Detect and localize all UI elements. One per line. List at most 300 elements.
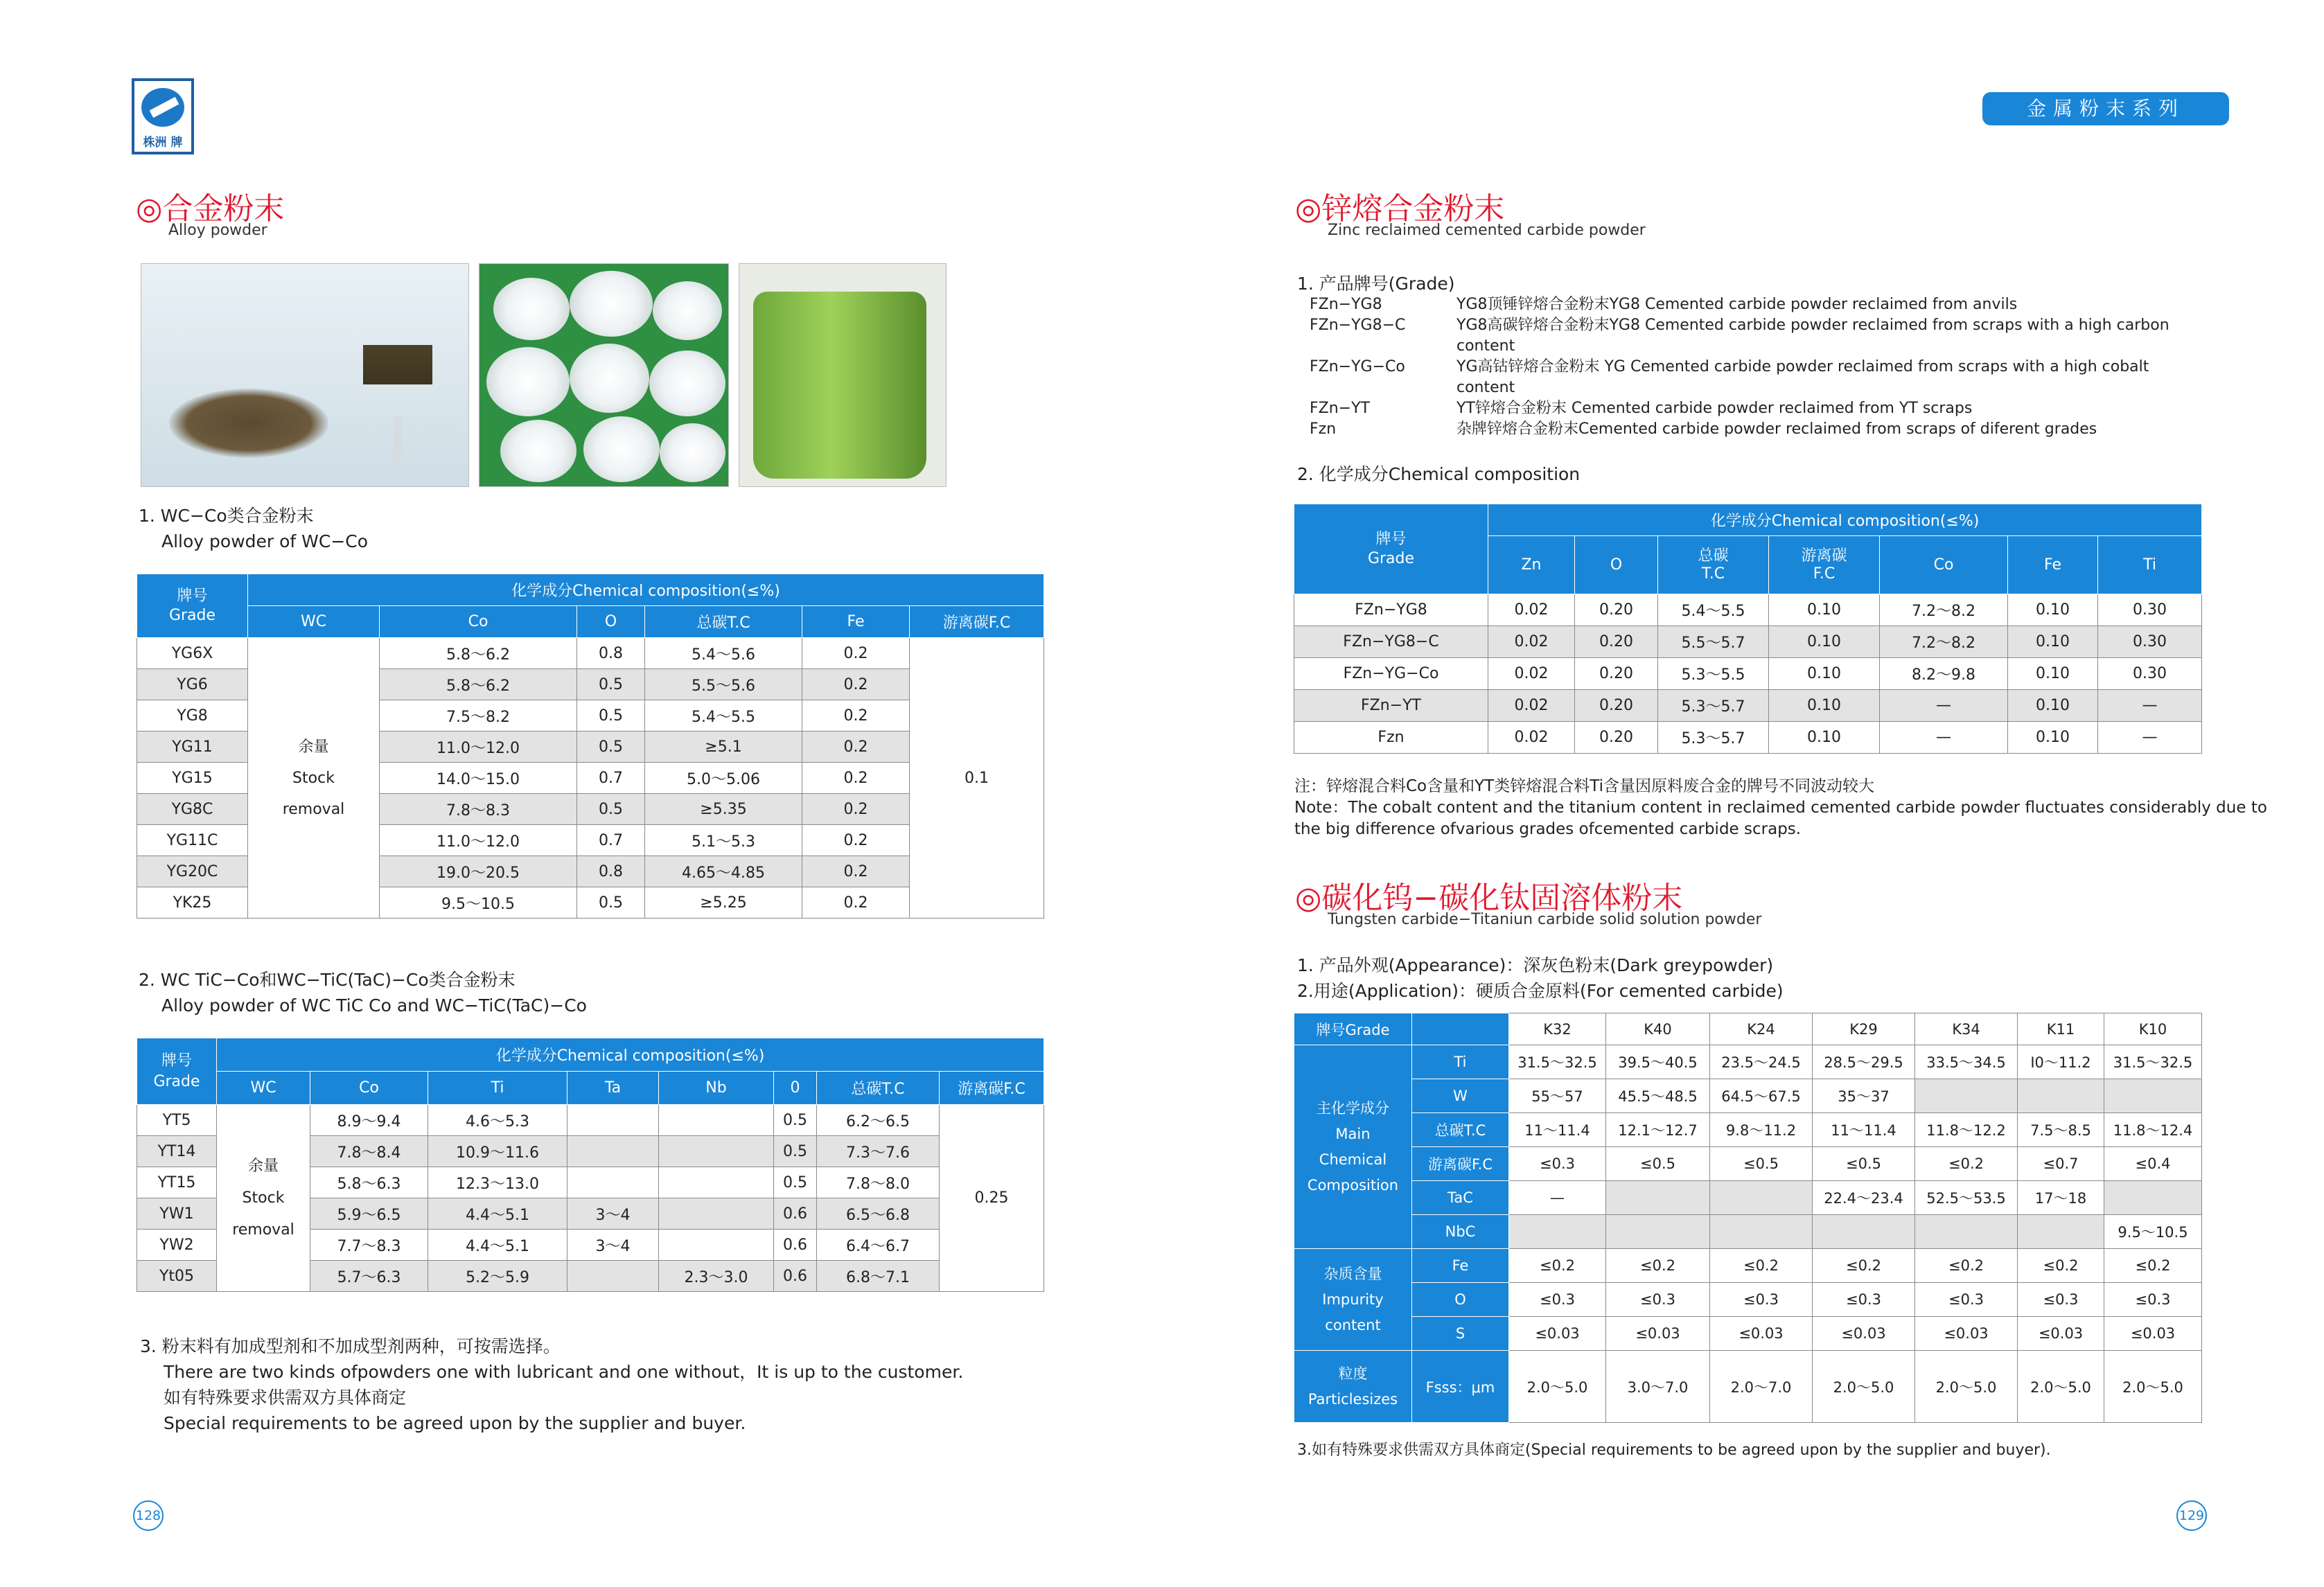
alloy-powder-title: ◎合金粉末 (136, 191, 285, 227)
value-cell: ≤0.2 (2104, 1249, 2202, 1283)
value-cell (2104, 1079, 2202, 1113)
grade-cell: YG6X (137, 638, 248, 669)
grade-code (1310, 378, 1456, 398)
grade-desc: 杂牌锌熔合金粉末Cemented carbide powder reclaimed from scraps of diferent grades (1456, 420, 2097, 438)
t2-grade-header: 牌号 Grade (137, 1038, 217, 1105)
value-cell: 0.10 (2008, 658, 2098, 690)
section2-title: 2. WC TiC−Co和WC−TiC(TaC)−Co类合金粉末 (139, 970, 516, 990)
value-cell: ≤0.5 (1813, 1147, 1915, 1181)
group-line: Chemical (1319, 1151, 1387, 1168)
value-cell: 5.9～6.5 (310, 1198, 428, 1230)
t4-main-group (1294, 1045, 1412, 1249)
value-cell: 0.30 (2098, 626, 2202, 658)
photo-powder-dish (141, 263, 469, 487)
wc-line: removal (232, 1221, 294, 1239)
value-cell: 0.5 (774, 1136, 817, 1167)
photo-green-bucket (739, 263, 947, 487)
value-cell: 5.3～5.7 (1658, 690, 1769, 722)
value-cell: 0.5 (577, 794, 645, 825)
value-cell: 0.10 (1769, 690, 1880, 722)
value-cell: 0.02 (1488, 690, 1575, 722)
t2-col-header: Ta (567, 1072, 659, 1105)
value-cell: 5.8～6.2 (380, 669, 577, 700)
section1-title: 1. WC−Co类合金粉末 (139, 506, 314, 526)
grade-cell: Fzn (1294, 722, 1488, 754)
table-row (1294, 594, 2202, 626)
value-cell: 33.5～34.5 (1915, 1045, 2018, 1079)
value-cell: 5.7～6.3 (310, 1261, 428, 1292)
value-cell: ≤0.4 (2104, 1147, 2202, 1181)
value-cell: 0.20 (1575, 594, 1658, 626)
group-line: Particlesizes (1308, 1390, 1398, 1408)
t4-item-label: Ti (1412, 1045, 1509, 1079)
table-row (1294, 658, 2202, 690)
grade-cell: FZn−YT (1294, 690, 1488, 722)
value-cell: ≤0.2 (1509, 1249, 1606, 1283)
t1-col-header: 总碳T.C (645, 606, 802, 638)
value-cell: ≤0.2 (1710, 1249, 1813, 1283)
value-cell: 5.4～5.6 (645, 638, 802, 669)
value-cell: 2.0～5.0 (2018, 1351, 2104, 1423)
value-cell (567, 1105, 659, 1136)
t1-col-header: 游离碳F.C (910, 606, 1044, 638)
t4-grade-col: K11 (2018, 1013, 2104, 1045)
table-row (1294, 1079, 2202, 1113)
value-cell: 5.5～5.7 (1658, 626, 1769, 658)
grade-code: FZn−YT (1310, 400, 1370, 417)
value-cell: 0.5 (774, 1167, 817, 1198)
value-cell: 9.5～10.5 (380, 887, 577, 919)
value-cell: 0.10 (2008, 594, 2098, 626)
value-cell: 31.5～32.5 (1509, 1045, 1606, 1079)
group-line: 粒度 (1338, 1365, 1368, 1382)
grade-cell: YG6 (137, 669, 248, 700)
t1-col-header: WC (248, 606, 380, 638)
grade-cell: FZn−YG8−C (1294, 626, 1488, 658)
free-carbon-cell: 0.1 (910, 638, 1044, 919)
value-cell: 5.2～5.9 (428, 1261, 567, 1292)
grade-cell: YT14 (137, 1136, 217, 1167)
grade-cell: FZn−YG−Co (1294, 658, 1488, 690)
value-cell (2018, 1215, 2104, 1249)
grade-cell: FZn−YG8 (1294, 594, 1488, 626)
t4-grade-col: K24 (1710, 1013, 1813, 1045)
value-cell: 0.02 (1488, 722, 1575, 754)
value-cell: 11.8～12.4 (2104, 1113, 2202, 1147)
value-cell: 17～18 (2018, 1181, 2104, 1215)
value-cell: ≤0.2 (1606, 1249, 1710, 1283)
grade-row (1310, 419, 2203, 440)
value-cell: ≤0.3 (1606, 1283, 1710, 1317)
t4-item-label: 总碳T.C (1412, 1113, 1509, 1147)
value-cell: ≤0.03 (1813, 1317, 1915, 1351)
value-cell: 2.0～5.0 (2104, 1351, 2202, 1423)
value-cell: ≤0.3 (1813, 1283, 1915, 1317)
value-cell: 39.5～40.5 (1606, 1045, 1710, 1079)
t4-grade-col: K34 (1915, 1013, 2018, 1045)
table-row (1294, 1249, 2202, 1283)
value-cell: 0.7 (577, 763, 645, 794)
grade-row (1310, 357, 2203, 378)
section1-subtitle: Alloy powder of WC−Co (161, 531, 369, 551)
t4-particle-group (1294, 1351, 1412, 1423)
value-cell (2018, 1079, 2104, 1113)
logo-mark-icon (141, 88, 184, 127)
grade-code: FZn−YG−Co (1310, 358, 1405, 375)
t2-col-header: Nb (659, 1072, 774, 1105)
grade-row (1310, 378, 2203, 398)
value-cell: 7.2～8.2 (1880, 626, 2008, 658)
table-row (1294, 1351, 2202, 1423)
t4-blank-header (1412, 1013, 1509, 1045)
value-cell (567, 1167, 659, 1198)
value-cell: 0.2 (802, 794, 910, 825)
t2-col-header: 游离碳F.C (940, 1072, 1044, 1105)
value-cell: — (1880, 690, 2008, 722)
value-cell: ≤0.3 (1915, 1283, 2018, 1317)
value-cell: 5.8～6.2 (380, 638, 577, 669)
value-cell: 2.3～3.0 (659, 1261, 774, 1292)
note-line: Special requirements to be agreed upon by the supplier and buyer. (164, 1413, 746, 1433)
t1-col-header: Fe (802, 606, 910, 638)
value-cell: 0.2 (802, 825, 910, 856)
wc-co-table (137, 574, 1044, 919)
grade-desc: YG高钴锌熔合金粉末 YG Cemented carbide powder reclaimed from scraps with a high cobalt (1456, 358, 2149, 375)
table-row (1294, 1283, 2202, 1317)
value-cell: ≤0.3 (1710, 1283, 1813, 1317)
t4-item-label: S (1412, 1317, 1509, 1351)
value-cell: 23.5～24.5 (1710, 1045, 1813, 1079)
note-line: 3. 粉末料有加成型剂和不加成型剂两种，可按需选择。 (140, 1336, 561, 1356)
value-cell: 2.0～7.0 (1710, 1351, 1813, 1423)
section3-notes (140, 1333, 963, 1436)
application-line: 2.用途(Application)：硬质合金原料(For cemented carbide) (1297, 981, 1784, 1001)
t3-col-header: Ti (2098, 536, 2202, 594)
t3-col-header: Co (1880, 536, 2008, 594)
value-cell: 0.7 (577, 825, 645, 856)
grade-cell: YK25 (137, 887, 248, 919)
section2-subtitle: Alloy powder of WC TiC Co and WC−TiC(TaC)−Co (161, 995, 587, 1016)
t3-col-header: Zn (1488, 536, 1575, 594)
t1-col-header: O (577, 606, 645, 638)
value-cell: 5.3～5.7 (1658, 722, 1769, 754)
value-cell: 28.5～29.5 (1813, 1045, 1915, 1079)
value-cell: 0.10 (1769, 722, 1880, 754)
page-number-right: 129 (2176, 1500, 2207, 1531)
wc-line: 余量 (298, 738, 329, 756)
t2-col-header: 总碳T.C (817, 1072, 940, 1105)
value-cell: ≥5.35 (645, 794, 802, 825)
value-cell (1915, 1079, 2018, 1113)
t2-col-header: 0 (774, 1072, 817, 1105)
value-cell: ≤0.3 (2104, 1283, 2202, 1317)
value-cell (567, 1261, 659, 1292)
grade-desc: YG8高碳锌熔合金粉末YG8 Cemented carbide powder reclaimed from scraps with a high carbon (1456, 317, 2169, 334)
grade-code: FZn−YG8 (1310, 296, 1382, 313)
value-cell: 0.02 (1488, 594, 1575, 626)
value-cell: 0.2 (802, 856, 910, 887)
value-cell: 0.20 (1575, 722, 1658, 754)
value-cell: 0.02 (1488, 626, 1575, 658)
value-cell: 4.65～4.85 (645, 856, 802, 887)
value-cell (659, 1105, 774, 1136)
wc-line: Stock (242, 1189, 285, 1207)
value-cell: 6.8～7.1 (817, 1261, 940, 1292)
t3-col-header: Fe (2008, 536, 2098, 594)
value-cell: ≤0.03 (2018, 1317, 2104, 1351)
value-cell: 5.5～5.6 (645, 669, 802, 700)
value-cell: ≤0.3 (1509, 1283, 1606, 1317)
value-cell: 6.5～6.8 (817, 1198, 940, 1230)
t4-item-label: O (1412, 1283, 1509, 1317)
grade-desc: content (1456, 337, 1515, 355)
wc-stock-cell (248, 638, 380, 919)
value-cell: ≤0.2 (1915, 1249, 2018, 1283)
value-cell (1813, 1215, 1915, 1249)
value-cell: 2.0～5.0 (1509, 1351, 1606, 1423)
value-cell: 5.8～6.3 (310, 1167, 428, 1198)
grade-cell: YG8C (137, 794, 248, 825)
value-cell: 0.5 (577, 700, 645, 732)
t3-col-header: O (1575, 536, 1658, 594)
t1-col-header: Co (380, 606, 577, 638)
value-cell: 7.5～8.5 (2018, 1113, 2104, 1147)
value-cell: 0.5 (774, 1105, 817, 1136)
value-cell: ≤0.3 (1509, 1147, 1606, 1181)
table-row (1294, 1215, 2202, 1249)
photo-powder-bags (479, 263, 729, 487)
value-cell (659, 1230, 774, 1261)
note-line: 注：锌熔混合料Co含量和YT类锌熔混合料Ti含量因原料废合金的牌号不同波动较大 (1294, 777, 1874, 795)
value-cell: 11.0～12.0 (380, 825, 577, 856)
value-cell: 0.6 (774, 1230, 817, 1261)
value-cell: 35～37 (1813, 1079, 1915, 1113)
table-row (1294, 1045, 2202, 1079)
zinc-note (1294, 776, 2267, 840)
t1-grade-header: 牌号 Grade (137, 574, 248, 638)
value-cell: 0.6 (774, 1198, 817, 1230)
value-cell: 31.5～32.5 (2104, 1045, 2202, 1079)
grade-code (1310, 336, 1456, 357)
value-cell (567, 1136, 659, 1167)
value-cell: 0.5 (577, 669, 645, 700)
value-cell: ≤0.03 (1915, 1317, 2018, 1351)
grade-cell: YT5 (137, 1105, 217, 1136)
alloy-powder-subtitle: Alloy powder (168, 222, 267, 239)
value-cell: 4.4～5.1 (428, 1230, 567, 1261)
t4-item-label: NbC (1412, 1215, 1509, 1249)
table-row (1294, 1317, 2202, 1351)
grade-list-title: 1. 产品牌号(Grade) (1297, 274, 1455, 294)
value-cell: 0.10 (1769, 594, 1880, 626)
group-line: Impurity (1322, 1291, 1384, 1308)
grade-row (1310, 315, 2203, 336)
wc-line: 余量 (247, 1157, 279, 1175)
zinc-powder-subtitle: Zinc reclaimed cemented carbide powder (1328, 222, 1646, 239)
grade-cell: YG20C (137, 856, 248, 887)
t3-grade-header: 牌号 Grade (1294, 504, 1488, 594)
table-header-row (1294, 1013, 2202, 1045)
t4-impurity-group (1294, 1249, 1412, 1351)
grade-cell: YW2 (137, 1230, 217, 1261)
t3-chem-header: 化学成分Chemical composition(≤%) (1488, 504, 2202, 536)
grade-cell: YW1 (137, 1198, 217, 1230)
grade-desc: YG8顶锤锌熔合金粉末YG8 Cemented carbide powder reclaimed from anvils (1456, 296, 2018, 313)
value-cell: 0.2 (802, 638, 910, 669)
wc-stock-cell (217, 1105, 310, 1292)
value-cell: 0.30 (2098, 594, 2202, 626)
grade-cell: YG11 (137, 732, 248, 763)
value-cell: 19.0～20.5 (380, 856, 577, 887)
value-cell (659, 1136, 774, 1167)
value-cell: 7.7～8.3 (310, 1230, 428, 1261)
company-logo (132, 78, 194, 154)
value-cell: ≤0.5 (1710, 1147, 1813, 1181)
value-cell: 0.10 (2008, 690, 2098, 722)
value-cell: 0.10 (2008, 626, 2098, 658)
value-cell: 11.8～12.2 (1915, 1113, 2018, 1147)
value-cell: 3.0～7.0 (1606, 1351, 1710, 1423)
note-line: the big difference ofvarious grades ofcemented carbide scraps. (1294, 820, 1802, 838)
value-cell: 0.20 (1575, 626, 1658, 658)
zinc-chem-table (1294, 504, 2202, 754)
value-cell: 2.0～5.0 (1813, 1351, 1915, 1423)
grade-cell: YG15 (137, 763, 248, 794)
grade-code: FZn−YG8−C (1310, 317, 1406, 334)
value-cell: 5.0～5.06 (645, 763, 802, 794)
value-cell: ≤0.03 (2104, 1317, 2202, 1351)
value-cell: 5.1～5.3 (645, 825, 802, 856)
value-cell: 22.4～23.4 (1813, 1181, 1915, 1215)
logo-text: 株洲 牌 (143, 136, 183, 150)
value-cell: 6.2～6.5 (817, 1105, 940, 1136)
wc-tic-title: ◎碳化钨−碳化钛固溶体粉末 (1295, 880, 1683, 916)
footer-note: 3.如有特殊要求供需双方具体商定(Special requirements to be agreed upon by the supplier and buyer). (1297, 1442, 2051, 1459)
value-cell: 0.8 (577, 638, 645, 669)
chem-comp-title: 2. 化学成分Chemical composition (1297, 464, 1581, 484)
value-cell: 10.9～11.6 (428, 1136, 567, 1167)
t4-grade-header: 牌号Grade (1294, 1013, 1412, 1045)
table-row (137, 1105, 1044, 1136)
value-cell: — (2098, 722, 2202, 754)
table-row (1294, 1181, 2202, 1215)
value-cell: 0.2 (802, 700, 910, 732)
value-cell: 0.20 (1575, 658, 1658, 690)
t3-col-header: 总碳 T.C (1658, 536, 1769, 594)
value-cell: 7.2～8.2 (1880, 594, 2008, 626)
grade-cell: YG11C (137, 825, 248, 856)
value-cell: 5.4～5.5 (1658, 594, 1769, 626)
t4-item-label: 游离碳F.C (1412, 1147, 1509, 1181)
value-cell: ≤0.3 (2018, 1283, 2104, 1317)
value-cell: 0.30 (2098, 658, 2202, 690)
grade-row (1310, 398, 2203, 419)
group-line: 主化学成分 (1317, 1099, 1389, 1117)
value-cell: 55～57 (1509, 1079, 1606, 1113)
value-cell: 0.20 (1575, 690, 1658, 722)
group-line: 杂质含量 (1323, 1265, 1382, 1282)
zinc-powder-title: ◎锌熔合金粉末 (1295, 191, 1505, 227)
grade-row (1310, 294, 2203, 315)
value-cell: 45.5～48.5 (1606, 1079, 1710, 1113)
value-cell: 9.8～11.2 (1710, 1113, 1813, 1147)
value-cell: 0.8 (577, 856, 645, 887)
value-cell: ≤0.03 (1710, 1317, 1813, 1351)
value-cell: 7.8～8.4 (310, 1136, 428, 1167)
group-line: content (1325, 1316, 1381, 1333)
t4-grade-col: K29 (1813, 1013, 1915, 1045)
table-row (1294, 1147, 2202, 1181)
value-cell (1606, 1215, 1710, 1249)
value-cell (1710, 1215, 1813, 1249)
value-cell: ≤0.2 (1813, 1249, 1915, 1283)
grade-desc: YT锌熔合金粉末 Cemented carbide powder reclaimed from YT scraps (1456, 400, 1973, 417)
value-cell: 0.2 (802, 732, 910, 763)
note-line: Note：The cobalt content and the titanium content in reclaimed cemented carbide powder fluctuates considerably due to (1294, 799, 2267, 817)
value-cell: 3～4 (567, 1230, 659, 1261)
free-carbon-cell: 0.25 (940, 1105, 1044, 1292)
value-cell: ≤0.7 (2018, 1147, 2104, 1181)
grade-cell: Yt05 (137, 1261, 217, 1292)
value-cell: 14.0～15.0 (380, 763, 577, 794)
t4-grade-col: K40 (1606, 1013, 1710, 1045)
value-cell: 0.10 (2008, 722, 2098, 754)
value-cell: 5.3～5.5 (1658, 658, 1769, 690)
value-cell: 11～11.4 (1813, 1113, 1915, 1147)
t4-grade-col: K32 (1509, 1013, 1606, 1045)
t4-item-label: W (1412, 1079, 1509, 1113)
t1-chem-header: 化学成分Chemical composition(≤%) (248, 574, 1044, 606)
wc-line: Stock (292, 769, 335, 787)
t2-chem-header: 化学成分Chemical composition(≤%) (217, 1038, 1044, 1072)
value-cell: ≤0.5 (1606, 1147, 1710, 1181)
value-cell: 0.10 (1769, 658, 1880, 690)
value-cell: 8.9～9.4 (310, 1105, 428, 1136)
t4-item-label: Fe (1412, 1249, 1509, 1283)
value-cell: 0.2 (802, 887, 910, 919)
value-cell: — (1509, 1181, 1606, 1215)
t4-item-label: Fsss：μm (1412, 1351, 1509, 1423)
value-cell: — (1880, 722, 2008, 754)
table-row (1294, 722, 2202, 754)
grade-cell: YG8 (137, 700, 248, 732)
value-cell: 7.8～8.0 (817, 1167, 940, 1198)
value-cell: 0.10 (1769, 626, 1880, 658)
value-cell: ≥5.1 (645, 732, 802, 763)
value-cell: 12.3～13.0 (428, 1167, 567, 1198)
t3-col-header: 游离碳 F.C (1769, 536, 1880, 594)
series-badge: 金属粉末系列 (1982, 92, 2229, 125)
wc-tic-co-table (137, 1038, 1044, 1292)
value-cell: ≤0.03 (1606, 1317, 1710, 1351)
value-cell (2104, 1181, 2202, 1215)
grade-list (1310, 294, 2203, 440)
value-cell (659, 1167, 774, 1198)
value-cell: 0.5 (577, 732, 645, 763)
solid-solution-table (1294, 1013, 2202, 1423)
table-row (1294, 626, 2202, 658)
value-cell: ≤0.2 (2018, 1249, 2104, 1283)
value-cell: 0.2 (802, 763, 910, 794)
value-cell: 6.4～6.7 (817, 1230, 940, 1261)
value-cell (1915, 1215, 2018, 1249)
table-row (1294, 690, 2202, 722)
value-cell (659, 1198, 774, 1230)
wc-tic-subtitle: Tungsten carbide−Titaniun carbide solid solution powder (1328, 911, 1762, 928)
appearance-line: 1. 产品外观(Appearance)：深灰色粉末(Dark greypowder) (1297, 955, 1774, 975)
value-cell: ≤0.03 (1509, 1317, 1606, 1351)
value-cell: 52.5～53.5 (1915, 1181, 2018, 1215)
